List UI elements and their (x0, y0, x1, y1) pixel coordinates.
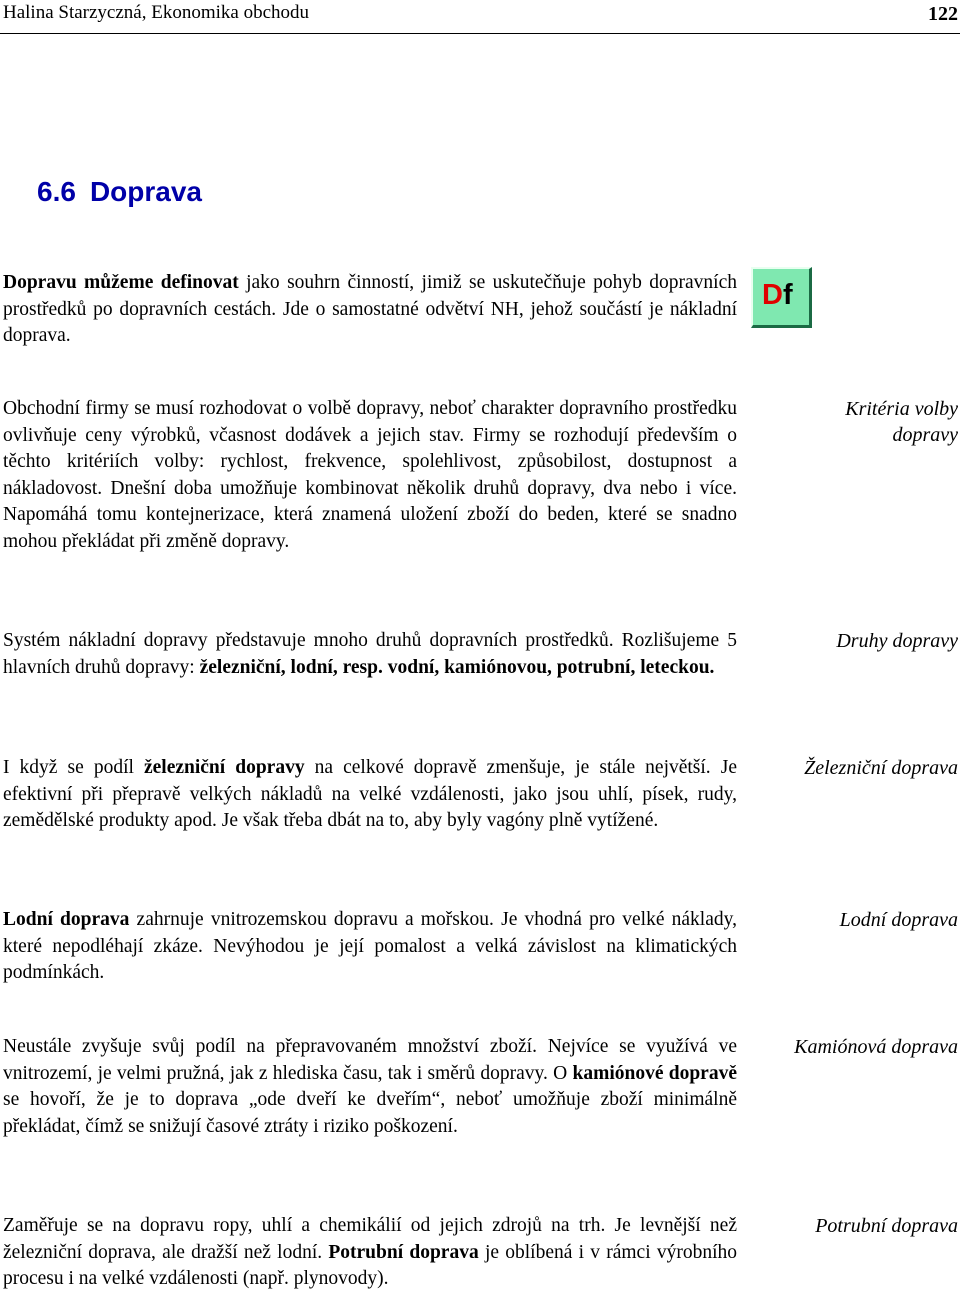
paragraph-ship (3, 907, 737, 987)
bold-term: kamiónové dopravě (572, 1062, 737, 1084)
paragraph-definition (3, 270, 737, 350)
bold-term: železniční, lodní, resp. vodní, kamiónovou, potrubní, leteckou. (199, 656, 715, 678)
paragraph-text: I když se podíl (3, 757, 144, 778)
margin-note-truck: Kamiónová doprava (794, 1036, 958, 1058)
paragraph-text: Obchodní firmy se musí rozhodovat o volbě dopravy, neboť charakter dopravního prostředku ovlivňuje ceny výrobků, včasnost dodávek a jejich stav. Firmy se rozhodují především o těchto kritériích volby: rychlost, frekvence, spolehlivost, způsobilost, dostupnost a nákladovost. Dnešní doba umožňuje kombinovat několik druhů dopravy, dva nebo i více. Napomáhá tomu kontejnerizace, která znamená uložení zboží do beden, které se snadno mohou překládat při změně dopravy. (3, 398, 737, 552)
paragraph-text: zahrnuje vnitrozemskou dopravu a mořskou. Je vhodná pro velké náklady, které nepodléhají zkáze. Nevýhodou je její pomalost a velká závislost na klimatických podmínkách. (3, 909, 737, 983)
definition-icon-letter-f: f (783, 279, 793, 311)
paragraph-rail (3, 755, 737, 835)
paragraph-text: se hovoří, že je to doprava „ode dveří ke dveřím“, neboť umožňuje zboží minimálně překládat, čímž se snižují časové ztráty i riziko poškození. (3, 1089, 737, 1137)
bold-term: Dopravu můžeme definovat (3, 272, 239, 293)
section-heading (37, 176, 202, 208)
section-title: Doprava (89, 176, 202, 207)
margin-note-types: Druhy dopravy (836, 630, 958, 652)
header-author: Halina Starzyczná, Ekonomika obchodu (3, 2, 310, 23)
bold-term: Lodní doprava (3, 909, 130, 930)
margin-note-rail: Železniční doprava (804, 757, 958, 779)
bold-term: Potrubní doprava (328, 1241, 479, 1263)
paragraph-truck (3, 1034, 737, 1140)
section-number: 6.6 (37, 176, 76, 207)
paragraph-text: Zaměřuje se na dopravu ropy, uhlí a chemikálií od jejich zdrojů na trh. Je levnější než železniční doprava, ale dražší než lodní. (3, 1215, 737, 1263)
definition-icon-letter-d: D (762, 279, 781, 311)
paragraph-text: na celkové dopravě zmenšuje, je stále největší. Je efektivní při přepravě velkých nákladů na velké vzdálenosti, jako jsou uhlí, písek, rudy, zemědělské produkty apod. Je však třeba dbát na to, aby byly vagóny plně vytížené. (3, 757, 737, 831)
margin-note-ship: Lodní doprava (839, 909, 958, 931)
paragraph-text: Neustále zvyšuje svůj podíl na přepravovaném množství zboží. Nejvíce se využívá ve vnitrozemí, je velmi pružná, jak z hlediska času, tak i směrů dopravy. O (3, 1036, 737, 1084)
margin-note-criteria: Kritéria volby dopravy (845, 398, 958, 446)
paragraph-text: jako souhrn činností, jimiž se uskutečňuje pohyb dopravních prostředků po dopravních cestách. Jde o samostatné odvětví NH, jehož součástí je nákladní doprava. (3, 272, 737, 346)
paragraph-criteria (3, 396, 737, 555)
paragraph-pipeline (3, 1213, 737, 1293)
paragraph-transport-types (3, 628, 737, 681)
page-number: 122 (928, 3, 958, 25)
paragraph-text: Systém nákladní dopravy představuje mnoho druhů dopravních prostředků. Rozlišujeme 5 hlavních druhů dopravy: (3, 630, 737, 678)
margin-note-pipeline: Potrubní doprava (815, 1215, 958, 1237)
definition-icon (751, 267, 812, 328)
paragraph-text: je oblíbená i v rámci výrobního procesu i na velké vzdálenosti (např. plynovody). (3, 1241, 738, 1289)
bold-term: železniční dopravy (143, 757, 305, 778)
header-divider (0, 33, 960, 34)
